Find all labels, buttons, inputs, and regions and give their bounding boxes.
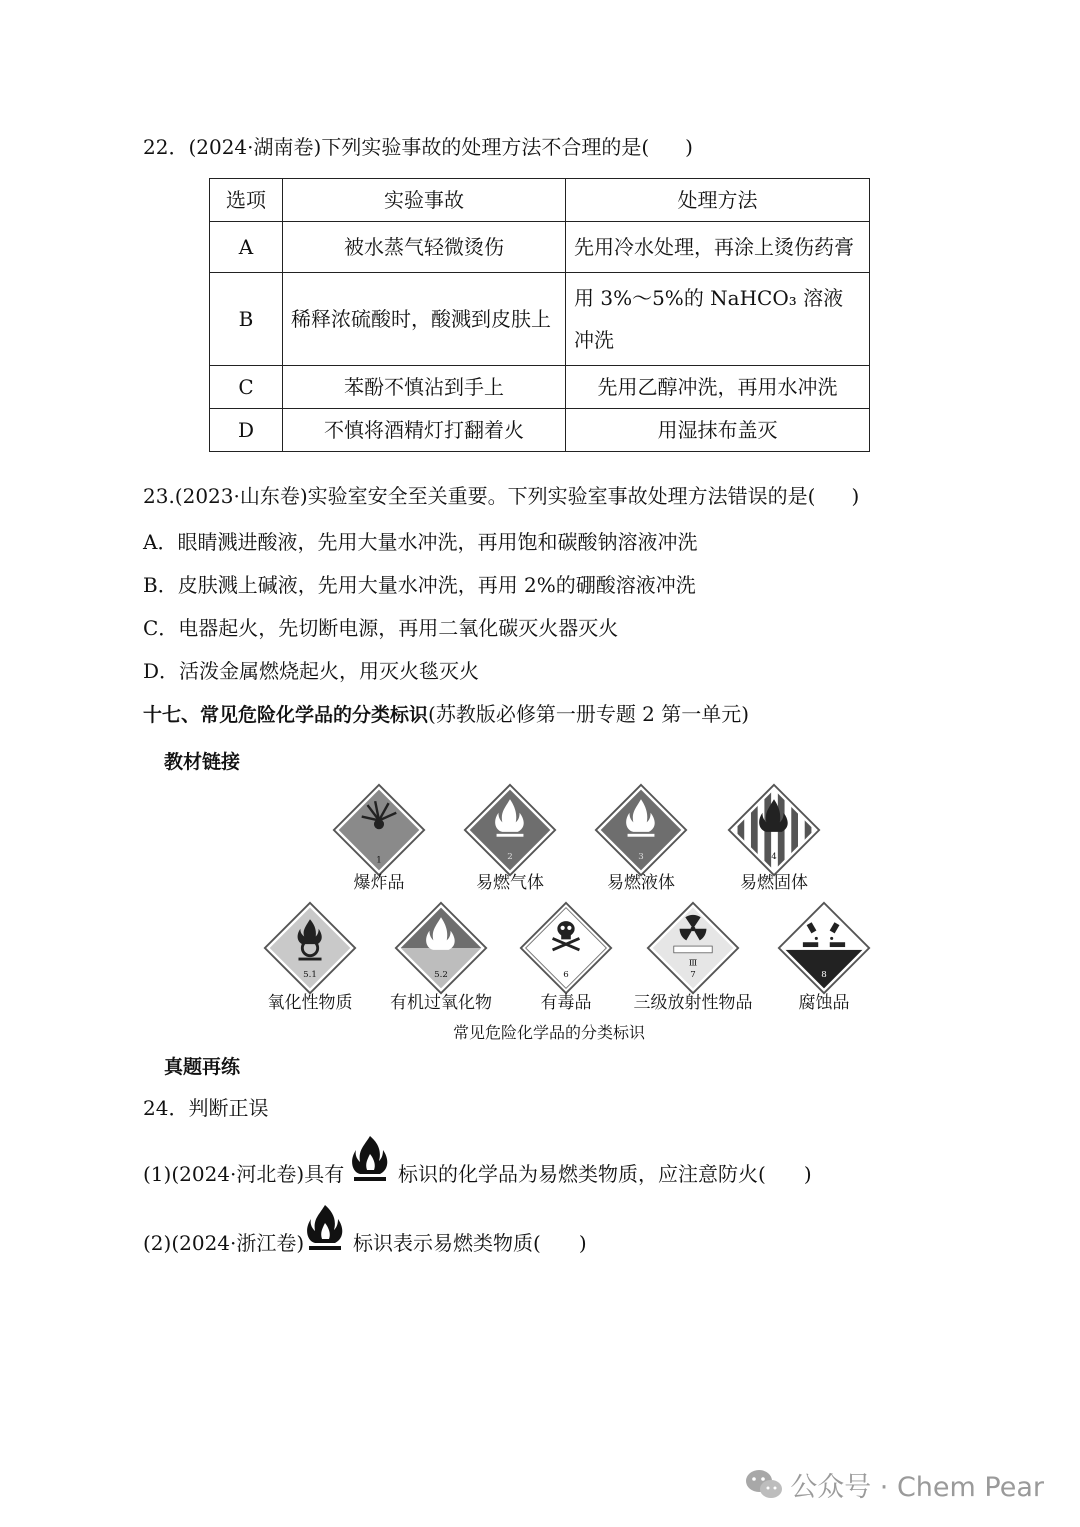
q24-item-2-text: 标识表示易燃类物质( )	[353, 1231, 587, 1255]
corrosive-sign	[776, 900, 872, 996]
sign-label: 易燃气体	[476, 873, 544, 893]
sign-label: 腐蚀品	[798, 993, 850, 1013]
watermark: 公众号 · Chem Pear	[744, 1465, 1044, 1504]
sign-label: 有机过氧化物	[390, 993, 492, 1013]
flame-icon	[305, 1203, 345, 1253]
table-row	[210, 222, 870, 273]
sign-number: 3	[638, 851, 644, 862]
q24-stem: 24．判断正误	[143, 1096, 269, 1120]
wechat-icon	[744, 1468, 784, 1502]
q23-option-d: D．活泼金属燃烧起火，用灭火毯灭火	[143, 659, 480, 683]
flammable-solid-sign	[726, 782, 822, 878]
q24-item-1: (1)(2024·河北卷)具有	[143, 1162, 345, 1186]
table-cell-method: 先用乙醇冲洗，再用水冲洗	[566, 366, 870, 409]
practice-heading: 真题再练	[164, 1056, 241, 1078]
sign-number: 5.2	[434, 969, 448, 980]
sign-number: 1	[376, 855, 382, 866]
figure-caption: 常见危险化学品的分类标识	[453, 1023, 646, 1042]
table-header-row	[210, 179, 870, 222]
table-cell-method: 用 3%～5%的 NaHCO₃ 溶液冲洗	[566, 273, 870, 366]
table-row	[210, 273, 870, 366]
table-cell-method: 用湿抹布盖灭	[566, 409, 870, 452]
textbook-link-heading: 教材链接	[164, 751, 241, 773]
flame-icon	[350, 1134, 390, 1184]
sign-label: 氧化性物质	[267, 993, 353, 1013]
table-header-cell: 实验事故	[283, 179, 566, 222]
table-header-cell: 选项	[210, 179, 283, 222]
q23-option-a: A．眼睛溅进酸液，先用大量水冲洗，再用饱和碳酸钠溶液冲洗	[143, 530, 698, 554]
table-cell-method: 先用冷水处理，再涂上烫伤药膏	[566, 222, 870, 273]
table-cell-option: D	[210, 409, 283, 452]
q22-stem: 22．(2024·湖南卷)下列实验事故的处理方法不合理的是( )	[143, 135, 693, 159]
q22-table	[209, 178, 870, 452]
table-cell-option: B	[210, 273, 283, 366]
sign-label: 易燃液体	[607, 873, 675, 893]
sign-label: 爆炸品	[353, 873, 405, 893]
radioactive-sign	[645, 900, 741, 996]
svg-text:Ⅲ: Ⅲ	[688, 958, 698, 969]
flammable-gas-sign	[462, 782, 558, 878]
sign-number: 2	[507, 851, 513, 862]
section-heading: 十七、常见危险化学品的分类标识(苏教版必修第一册专题 2 第一单元)	[143, 702, 750, 726]
table-cell-accident: 被水蒸气轻微烫伤	[283, 222, 566, 273]
sign-label: 三级放射性物品	[633, 993, 753, 1013]
table-cell-accident: 不慎将酒精灯打翻着火	[283, 409, 566, 452]
sign-number: 7	[690, 969, 696, 980]
q23-option-c: C．电器起火，先切断电源，再用二氧化碳灭火器灭火	[143, 616, 619, 640]
table-cell-accident: 苯酚不慎沾到手上	[283, 366, 566, 409]
table-cell-accident: 稀释浓硫酸时，酸溅到皮肤上	[283, 273, 566, 366]
table-header-cell: 处理方法	[566, 179, 870, 222]
q24-item-1-text: 标识的化学品为易燃类物质，应注意防火( )	[398, 1162, 812, 1186]
sign-label: 有毒品	[540, 993, 592, 1013]
table-cell-option: C	[210, 366, 283, 409]
oxidizer-sign	[262, 900, 358, 996]
sign-number: 8	[821, 969, 827, 980]
sign-number: 6	[563, 969, 569, 980]
q23-stem: 23.(2023·山东卷)实验室安全至关重要。下列实验室事故处理方法错误的是( )	[143, 484, 860, 508]
sign-number: 5.1	[303, 969, 317, 980]
sign-label: 易燃固体	[740, 873, 808, 893]
table-row	[210, 409, 870, 452]
q24-item-2: (2)(2024·浙江卷)	[143, 1231, 305, 1255]
organic-peroxide-sign	[393, 900, 489, 996]
table-row	[210, 366, 870, 409]
sign-number: 4	[771, 851, 777, 862]
explosive-sign	[331, 782, 427, 878]
q23-option-b: B．皮肤溅上碱液，先用大量水冲洗，再用 2%的硼酸溶液冲洗	[143, 573, 696, 597]
flammable-liquid-sign	[593, 782, 689, 878]
table-cell-option: A	[210, 222, 283, 273]
toxic-sign	[518, 900, 614, 996]
